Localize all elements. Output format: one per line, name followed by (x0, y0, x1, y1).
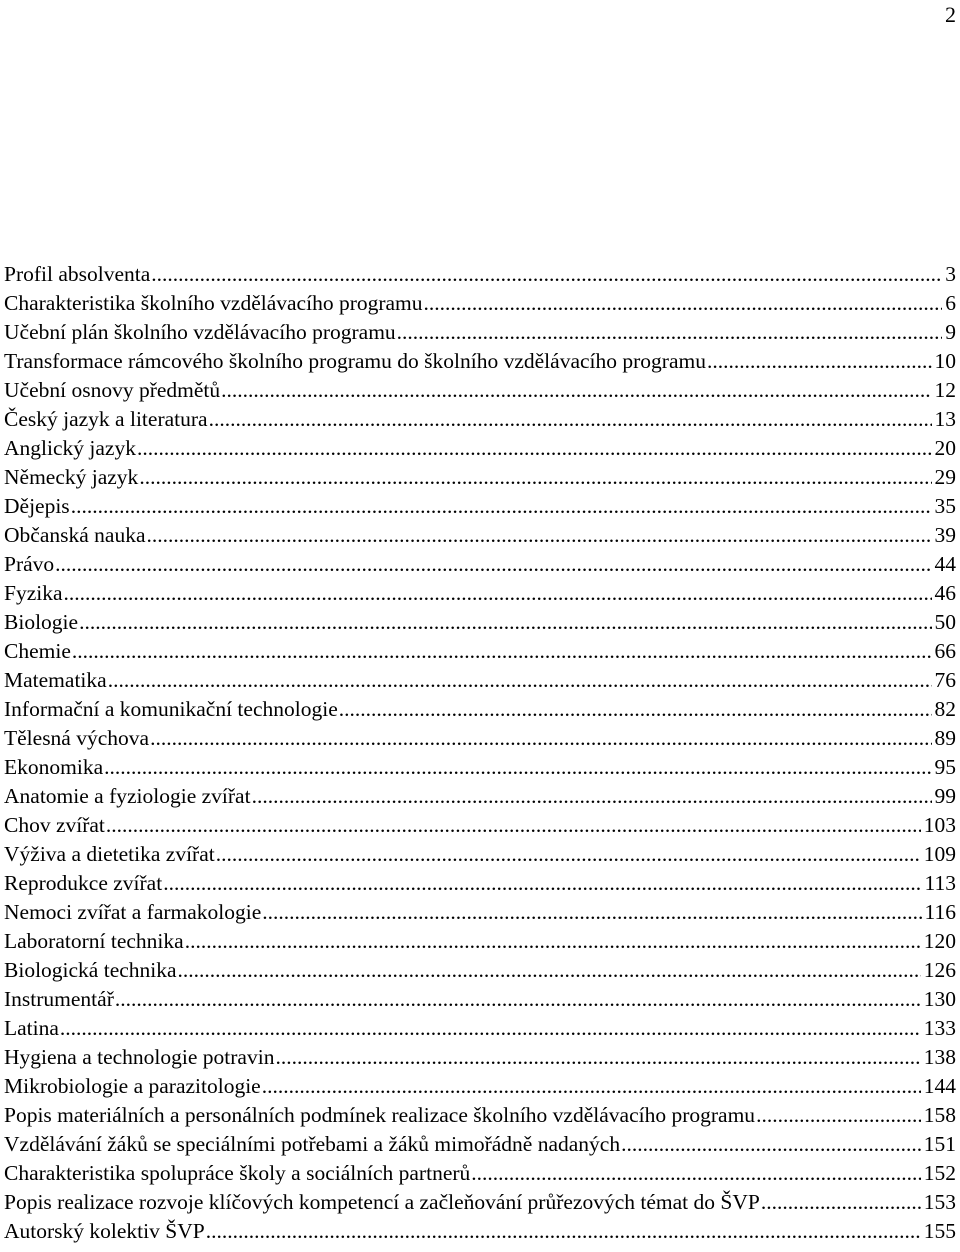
toc-dot-leader (424, 289, 943, 318)
toc-dot-leader (64, 579, 932, 608)
toc-entry-page[interactable]: 155 (923, 1219, 956, 1243)
toc-entry-page[interactable]: 158 (923, 1103, 956, 1127)
toc-entry-title[interactable]: Fyzika (4, 581, 63, 605)
toc-dot-leader (756, 1101, 921, 1130)
toc-entry-page[interactable]: 76 (934, 668, 956, 692)
toc-entry-title[interactable]: Chov zvířat (4, 813, 105, 837)
toc-entry-title[interactable]: Profil absolventa (4, 262, 151, 286)
toc-entry-page[interactable]: 109 (923, 842, 956, 866)
toc-entry-page[interactable]: 46 (934, 581, 956, 605)
toc-entry[interactable] (4, 1101, 956, 1130)
toc-entry-title[interactable]: Ekonomika (4, 755, 104, 779)
toc-entry-title[interactable]: Charakteristika školního vzdělávacího programu (4, 291, 423, 315)
toc-entry[interactable] (4, 376, 956, 405)
toc-entry[interactable] (4, 1130, 956, 1159)
toc-entry[interactable] (4, 579, 956, 608)
toc-dot-leader (150, 724, 931, 753)
toc-dot-leader (221, 376, 931, 405)
toc-entry[interactable] (4, 898, 956, 927)
toc-dot-leader (471, 1159, 920, 1188)
toc-entry[interactable] (4, 666, 956, 695)
toc-entry-title[interactable]: Mikrobiologie a parazitologie (4, 1074, 261, 1098)
toc-entry-title[interactable]: Německý jazyk (4, 465, 139, 489)
toc-entry-title[interactable]: Anglický jazyk (4, 436, 136, 460)
table-of-contents (4, 260, 956, 1246)
toc-entry-page[interactable]: 153 (923, 1190, 956, 1214)
toc-dot-leader (275, 1043, 920, 1072)
toc-dot-leader (79, 608, 931, 637)
toc-entry-page[interactable]: 138 (923, 1045, 956, 1069)
toc-entry[interactable] (4, 1217, 956, 1246)
toc-entry-page[interactable]: 10 (934, 349, 956, 373)
toc-entry-title[interactable]: Anatomie a fyziologie zvířat (4, 784, 251, 808)
toc-entry-page[interactable]: 99 (934, 784, 956, 808)
page-number: 2 (945, 2, 956, 27)
toc-dot-leader (151, 260, 942, 289)
toc-dot-leader (262, 898, 921, 927)
toc-dot-leader (339, 695, 932, 724)
toc-entry-page[interactable]: 39 (934, 523, 956, 547)
toc-entry-page[interactable]: 133 (923, 1016, 956, 1040)
toc-dot-leader (72, 637, 932, 666)
toc-entry[interactable] (4, 724, 956, 753)
toc-entry[interactable] (4, 492, 956, 521)
toc-entry-title[interactable]: Tělesná výchova (4, 726, 150, 750)
toc-entry[interactable] (4, 1014, 956, 1043)
toc-entry[interactable] (4, 434, 956, 463)
toc-dot-leader (115, 985, 921, 1014)
toc-entry[interactable] (4, 1159, 956, 1188)
toc-dot-leader (707, 347, 932, 376)
toc-dot-leader (108, 666, 932, 695)
toc-entry-page[interactable]: 20 (934, 436, 956, 460)
toc-entry-title[interactable]: Učební plán školního vzdělávacího programu (4, 320, 396, 344)
toc-entry-title[interactable]: Biologie (4, 610, 79, 634)
toc-entry-title[interactable]: Hygiena a technologie potravin (4, 1045, 275, 1069)
toc-entry[interactable] (4, 782, 956, 811)
toc-entry[interactable] (4, 840, 956, 869)
toc-dot-leader (163, 869, 921, 898)
toc-dot-leader (139, 463, 931, 492)
toc-dot-leader (216, 840, 921, 869)
toc-entry-title[interactable]: Biologická technika (4, 958, 177, 982)
toc-entry-title[interactable]: Nemoci zvířat a farmakologie (4, 900, 262, 924)
toc-dot-leader (146, 521, 931, 550)
toc-entry[interactable] (4, 637, 956, 666)
toc-entry-page[interactable]: 152 (923, 1161, 956, 1185)
toc-entry-page[interactable]: 13 (934, 407, 956, 431)
toc-entry-title[interactable]: Český jazyk a literatura (4, 407, 208, 431)
toc-entry-page[interactable]: 130 (923, 987, 956, 1011)
toc-entry-title[interactable]: Popis realizace rozvoje klíčových kompetencí a začleňování průřezových témat do ŠVP (4, 1190, 760, 1214)
toc-entry-page[interactable]: 144 (923, 1074, 956, 1098)
toc-entry-page[interactable]: 89 (934, 726, 956, 750)
toc-entry-title[interactable]: Charakteristika spolupráce školy a sociálních partnerů (4, 1161, 471, 1185)
toc-entry-title[interactable]: Laboratorní technika (4, 929, 184, 953)
toc-entry-page[interactable]: 9 (945, 320, 956, 344)
toc-entry-page[interactable]: 3 (945, 262, 956, 286)
toc-dot-leader (621, 1130, 921, 1159)
toc-entry[interactable] (4, 318, 956, 347)
toc-entry-title[interactable]: Dějepis (4, 494, 70, 518)
toc-dot-leader (761, 1188, 921, 1217)
toc-entry[interactable] (4, 811, 956, 840)
toc-entry-page[interactable]: 113 (924, 871, 956, 895)
toc-entry[interactable] (4, 1043, 956, 1072)
toc-entry-title[interactable]: Reprodukce zvířat (4, 871, 163, 895)
toc-entry-title[interactable]: Právo (4, 552, 55, 576)
toc-entry-title[interactable]: Transformace rámcového školního programu do školního vzdělávacího programu (4, 349, 706, 373)
toc-entry[interactable] (4, 260, 956, 289)
toc-entry-title[interactable]: Matematika (4, 668, 107, 692)
toc-dot-leader (185, 927, 921, 956)
toc-entry-title[interactable]: Občanská nauka (4, 523, 146, 547)
toc-entry-page[interactable]: 12 (934, 378, 956, 402)
toc-entry[interactable] (4, 956, 956, 985)
toc-entry[interactable] (4, 289, 956, 318)
toc-entry-title[interactable]: Informační a komunikační technologie (4, 697, 338, 721)
toc-entry-title[interactable]: Autorský kolektiv ŠVP (4, 1219, 205, 1243)
toc-entry-page[interactable]: 126 (923, 958, 956, 982)
toc-entry-page[interactable]: 82 (934, 697, 956, 721)
toc-entry[interactable] (4, 608, 956, 637)
toc-dot-leader (104, 753, 931, 782)
toc-entry-page[interactable]: 120 (923, 929, 956, 953)
toc-dot-leader (397, 318, 943, 347)
toc-dot-leader (206, 1217, 921, 1246)
toc-dot-leader (71, 492, 932, 521)
toc-entry[interactable] (4, 405, 956, 434)
toc-entry-title[interactable]: Latina (4, 1016, 59, 1040)
toc-entry[interactable] (4, 521, 956, 550)
toc-entry[interactable] (4, 695, 956, 724)
toc-dot-leader (60, 1014, 921, 1043)
toc-entry[interactable] (4, 927, 956, 956)
toc-dot-leader (106, 811, 921, 840)
toc-entry[interactable] (4, 1188, 956, 1217)
toc-entry-page[interactable]: 6 (945, 291, 956, 315)
toc-entry-title[interactable]: Vzdělávání žáků se speciálními potřebami a žáků mimořádně nadaných (4, 1132, 621, 1156)
toc-entry-page[interactable]: 151 (923, 1132, 956, 1156)
toc-entry-page[interactable]: 29 (934, 465, 956, 489)
toc-entry-title[interactable]: Učební osnovy předmětů (4, 378, 221, 402)
toc-entry[interactable] (4, 463, 956, 492)
toc-entry-page[interactable]: 116 (924, 900, 956, 924)
toc-entry[interactable] (4, 985, 956, 1014)
toc-entry[interactable] (4, 753, 956, 782)
toc-entry-title[interactable]: Chemie (4, 639, 71, 663)
toc-entry[interactable] (4, 550, 956, 579)
toc-dot-leader (178, 956, 921, 985)
toc-entry[interactable] (4, 347, 956, 376)
toc-entry-page[interactable]: 103 (923, 813, 956, 837)
toc-entry-page[interactable]: 35 (934, 494, 956, 518)
toc-dot-leader (137, 434, 932, 463)
toc-dot-leader (209, 405, 932, 434)
toc-entry-page[interactable]: 66 (934, 639, 956, 663)
toc-entry-page[interactable]: 50 (934, 610, 956, 634)
toc-entry[interactable] (4, 869, 956, 898)
toc-entry-title[interactable]: Instrumentář (4, 987, 114, 1011)
toc-entry-title[interactable]: Výživa a dietetika zvířat (4, 842, 215, 866)
toc-entry-page[interactable]: 95 (934, 755, 956, 779)
toc-dot-leader (55, 550, 931, 579)
toc-dot-leader (262, 1072, 921, 1101)
toc-entry[interactable] (4, 1072, 956, 1101)
toc-entry-page[interactable]: 44 (934, 552, 956, 576)
toc-entry-title[interactable]: Popis materiálních a personálních podmínek realizace školního vzdělávacího programu (4, 1103, 756, 1127)
toc-dot-leader (252, 782, 932, 811)
